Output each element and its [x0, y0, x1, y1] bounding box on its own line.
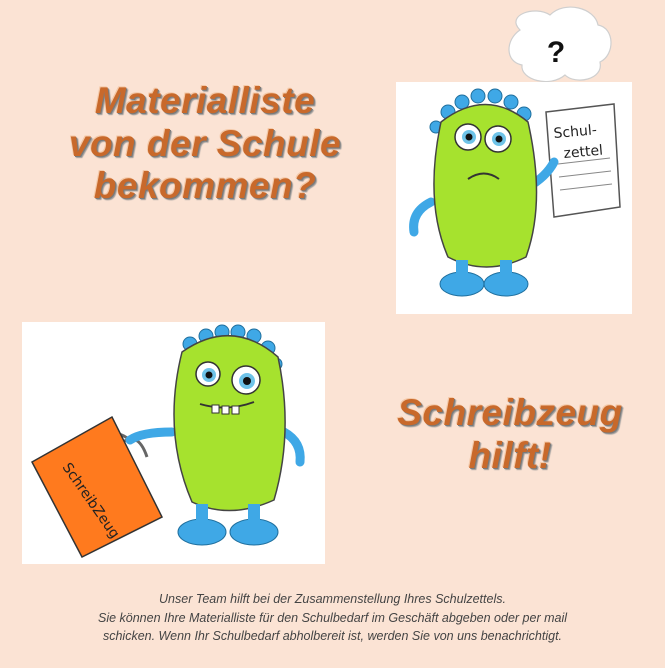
footer-info: [0, 590, 665, 646]
monster-body: [434, 105, 537, 268]
worried-monster-illustration: [396, 82, 632, 314]
headline-question-line-2: von der Schule: [68, 122, 342, 164]
happy-monster-illustration: [22, 322, 325, 564]
headline-answer-line-2: hilft!: [468, 434, 552, 476]
happy-monster-panel: [22, 322, 325, 564]
monster-body-happy: [174, 336, 285, 511]
footer-line-3: schicken. Wenn Ihr Schulbedarf abholbereit ist, werden Sie von uns benachrichtigt.: [102, 629, 563, 643]
headline-answer: [365, 392, 655, 477]
paper-label-line-2: zettel: [562, 142, 604, 162]
headline-question-line-3: bekommen?: [93, 165, 317, 207]
bag-label: SchreibZeug: [58, 460, 123, 542]
question-mark: ?: [546, 36, 566, 69]
footer-line-2: Sie können Ihre Materialliste für den Schulbedarf im Geschäft abgeben oder per mail: [97, 610, 567, 625]
footer-line-1: Unser Team hilft bei der Zusammenstellung Ihres Schulzettels.: [159, 592, 506, 606]
paper-label-line-1: Schul-: [552, 122, 598, 142]
worried-monster-panel: [396, 82, 632, 314]
headline-question-line-1: Materialliste: [94, 80, 316, 121]
headline-answer-line-1: Schreibzeug: [397, 392, 623, 433]
